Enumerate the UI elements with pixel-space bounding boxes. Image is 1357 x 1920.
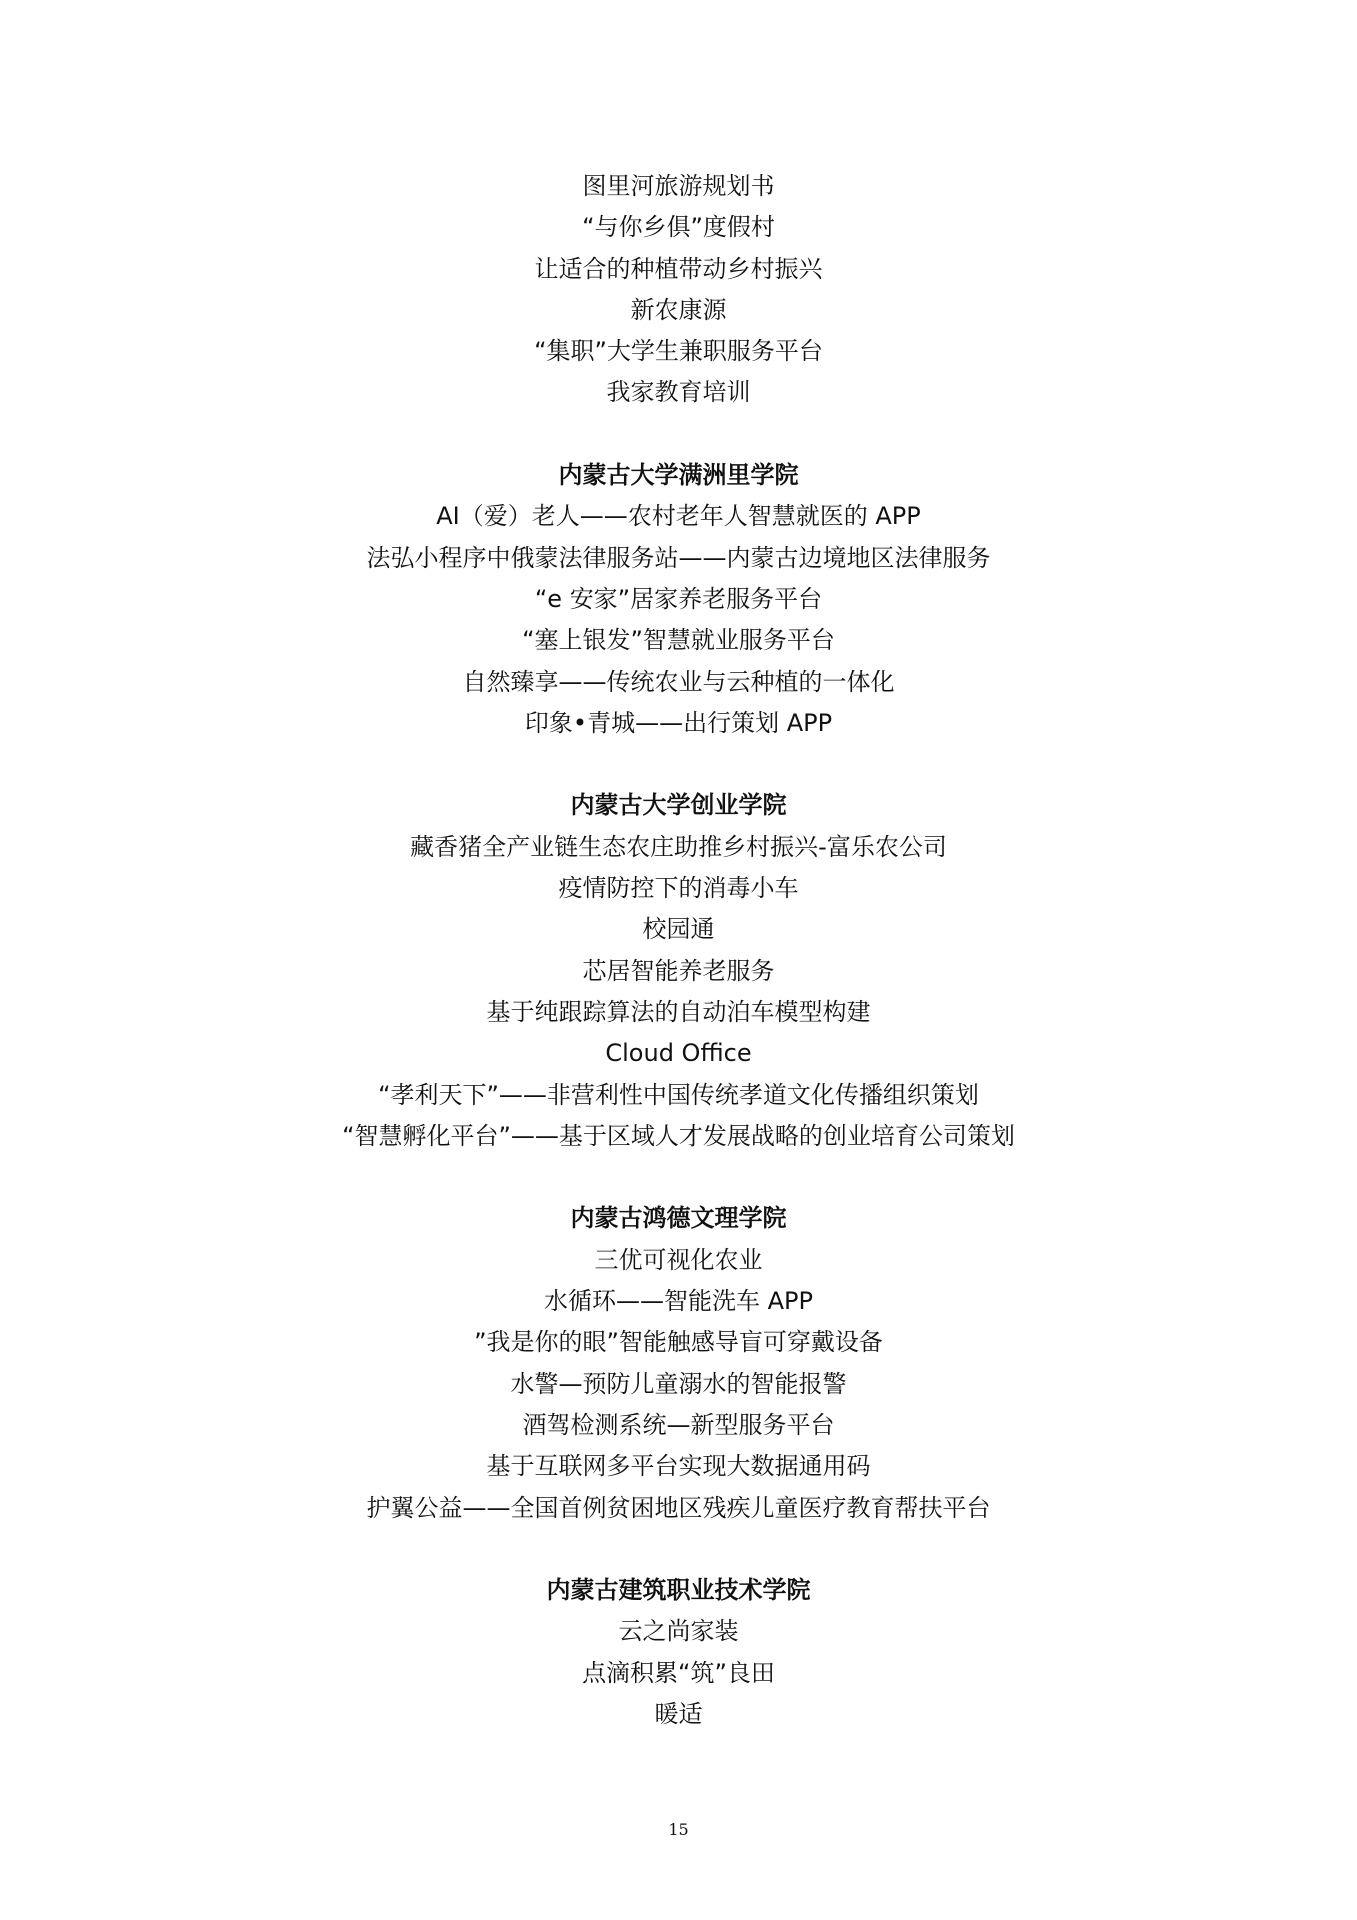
list-item: 疫情防控下的消毒小车 — [558, 874, 799, 903]
section-spacer — [0, 414, 1357, 455]
list-item: 基于纯跟踪算法的自动泊车模型构建 — [486, 997, 871, 1026]
list-item: “集职”大学生兼职服务平台 — [534, 337, 823, 366]
list-item: 校园通 — [642, 915, 715, 944]
list-item: “孝利天下”——非营利性中国传统孝道文化传播组织策划 — [378, 1080, 979, 1109]
project-list — [0, 166, 1357, 1735]
section-spacer — [0, 1157, 1357, 1198]
list-item: 让适合的种植带动乡村振兴 — [534, 254, 823, 283]
list-item: 芯居智能养老服务 — [582, 956, 775, 985]
section-spacer — [0, 744, 1357, 785]
list-item: 云之尚家装 — [618, 1617, 739, 1646]
top-item-list — [0, 166, 1357, 414]
list-item: 酒驾检测系统—新型服务平台 — [522, 1410, 835, 1439]
list-item: 印象•青城——出行策划 APP — [524, 708, 833, 737]
list-item: 自然臻享——传统农业与云种植的一体化 — [462, 667, 895, 696]
list-item: 法弘小程序中俄蒙法律服务站——内蒙古边境地区法律服务 — [366, 543, 991, 572]
page-number: 15 — [668, 1820, 689, 1839]
list-item: 护翼公益——全国首例贫困地区残疾儿童医疗教育帮扶平台 — [366, 1493, 991, 1522]
list-item: 三优可视化农业 — [594, 1245, 763, 1274]
section-hongde — [0, 1198, 1357, 1528]
list-item: 基于互联网多平台实现大数据通用码 — [486, 1452, 871, 1481]
list-item: 暖适 — [654, 1699, 703, 1728]
section-spacer — [0, 1529, 1357, 1570]
list-item: 我家教育培训 — [606, 378, 751, 407]
list-item: 藏香猪全产业链生态农庄助推乡村振兴-富乐农公司 — [410, 832, 947, 861]
list-item: 水循环——智能洗车 APP — [544, 1287, 813, 1316]
section-heading: 内蒙古建筑职业技术学院 — [546, 1576, 811, 1605]
list-item: “塞上银发”智慧就业服务平台 — [522, 626, 835, 655]
list-item: “e 安家”居家养老服务平台 — [534, 584, 823, 613]
section-manzhouli — [0, 455, 1357, 744]
list-item: 点滴积累“筑”良田 — [582, 1658, 775, 1687]
list-item: “智慧孵化平台”——基于区域人才发展战略的创业培育公司策划 — [342, 1121, 1015, 1150]
section-heading: 内蒙古大学创业学院 — [570, 791, 787, 820]
list-item: ”我是你的眼”智能触感导盲可穿戴设备 — [474, 1328, 883, 1357]
list-item: 图里河旅游规划书 — [582, 172, 775, 200]
section-jianzhu — [0, 1570, 1357, 1735]
section-heading: 内蒙古鸿德文理学院 — [570, 1204, 787, 1233]
list-item: “与你乡俱”度假村 — [582, 213, 775, 242]
list-item: 水警—预防儿童溺水的智能报警 — [510, 1369, 847, 1398]
list-item: Cloud Office — [605, 1039, 752, 1068]
section-heading: 内蒙古大学满洲里学院 — [558, 461, 799, 490]
list-item: 新农康源 — [630, 295, 727, 324]
section-chuangye — [0, 785, 1357, 1157]
list-item: AI（爱）老人——农村老年人智慧就医的 APP — [436, 502, 921, 531]
